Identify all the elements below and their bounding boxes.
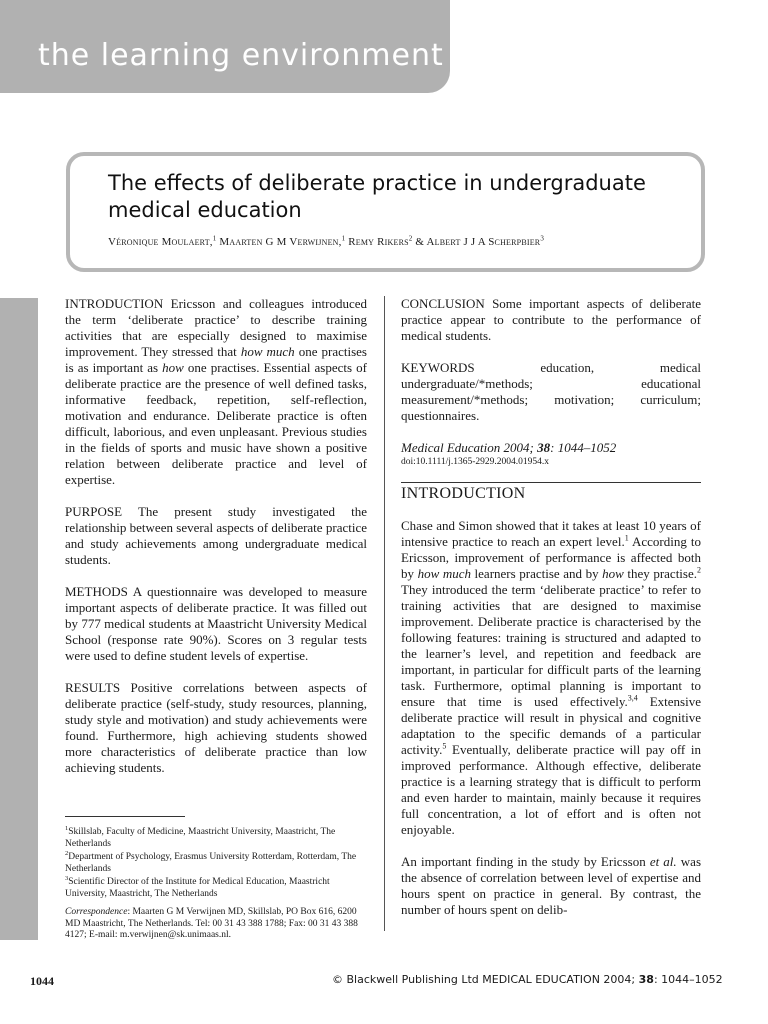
author-separator: & (415, 236, 425, 248)
body-text: An important finding in the study by Ericsson (401, 854, 650, 869)
body-text: Chase and Simon showed that it takes at least 10 years of intensive practice to reach an expert level. (401, 518, 701, 549)
emphasis-text: how (162, 360, 184, 375)
author-name: Remy Rikers (348, 236, 409, 248)
publisher-footer (332, 973, 723, 986)
emphasis-text: how much (240, 344, 295, 359)
abstract-text: Ericsson and colleagues introduced the term ‘deliberate practice’ to describe training activities that are especially designed to maximise improvement. They stressed that (65, 296, 367, 359)
citation-pages: : 1044–1052 (550, 440, 617, 455)
abstract-text: Some important aspects of deliberate practice appear to contribute to the performance of medical students. (401, 296, 701, 343)
abstract-label: RESULTS (65, 680, 121, 695)
side-margin-bar (0, 298, 38, 940)
affiliation-note (65, 874, 367, 900)
author-affiliation-mark: 3 (540, 234, 545, 243)
citation-journal: Medical Education 2004; (401, 440, 538, 455)
doi-text: doi:10.1111/j.1365-2929.2004.01954.x (401, 457, 550, 467)
page-number: 1044 (30, 974, 54, 988)
abstract-text: one practises. Essential aspects of deliberate practice are the presence of well defined tasks, informative feedback, repetition, self-reflection, motivation and endurance. Deliberate practice is often difficult, laborious, and even unpleasant. Previous studies in the fields of sports and music have shown a positive relation between deliberate practice and level of expertise. (65, 360, 367, 487)
abstract-results (65, 680, 367, 776)
abstract-text: The present study investigated the relationship between several aspects of deliberate practice and study achievements among undergraduate medical students. (65, 504, 367, 567)
title-box (66, 152, 705, 272)
section-header-tab (0, 0, 450, 93)
section-heading: INTRODUCTION (401, 485, 526, 502)
emphasis-text: et al. (649, 854, 677, 869)
abstract-text: education, medical undergraduate/*methods; educational measurement/*methods; motivation; curriculum; questionnaires. (401, 360, 701, 423)
author-list (108, 236, 544, 248)
body-text: was the absence of correlation between level of expertise and hours spent on practice in general. By contrast, the number of hours spent on delib- (401, 854, 702, 917)
footer-pages: : 1044–1052 (653, 973, 723, 986)
citation-mark: 5 (442, 741, 447, 751)
emphasis-text: how (602, 566, 624, 581)
body-text: They introduced the term ‘deliberate practice’ to refer to training activities that are designed to maximise improvement. Deliberate practice is characterised by the following features: training is structured and adapted to the learner’s level, and repetition and feedback are important, in particular for difficult parts of the learning task. Furthermore, optimal planning is important to ensure that time is used effectively. (401, 582, 701, 709)
abstract-introduction (65, 296, 367, 488)
citation-mark: 1 (624, 533, 629, 543)
author-affiliation-mark: 2 (408, 234, 413, 243)
body-text: they practise. (623, 566, 697, 581)
abstract-right-column (401, 296, 701, 468)
section-heading-rule (401, 482, 701, 483)
publisher-text: © Blackwell Publishing Ltd MEDICAL EDUCATION 2004; (332, 973, 639, 986)
affiliation-mark: 2 (65, 849, 69, 857)
citation-mark: 2 (697, 565, 701, 575)
affiliation-text: Scientific Director of the Institute for Medical Education, Maastricht University, Maastricht, The Netherlands (65, 877, 330, 899)
abstract-label: METHODS (65, 584, 128, 599)
affiliation-text: Skillslab, Faculty of Medicine, Maastricht University, Maastricht, The Netherlands (65, 827, 336, 849)
affiliation-text: Department of Psychology, Erasmus University Rotterdam, Rotterdam, The Netherlands (65, 852, 357, 874)
abstract-text: one practises is as important as (65, 344, 367, 375)
author-affiliation-mark: 1 (212, 234, 217, 243)
footnote-rule (65, 816, 185, 817)
author-name: Véronique Moulaert, (108, 236, 213, 248)
abstract-label: KEYWORDS (401, 360, 475, 375)
abstract-label: PURPOSE (65, 504, 123, 519)
body-text: Extensive deliberate practice will result in physical and cognitive adaptation to the specific demands of a particular activity. (401, 694, 701, 757)
footer-volume: 38 (638, 973, 654, 986)
affiliation-mark: 1 (65, 824, 69, 832)
column-divider (384, 296, 385, 931)
abstract-label: INTRODUCTION (65, 296, 164, 311)
abstract-label: CONCLUSION (401, 296, 485, 311)
emphasis-text: how much (417, 566, 471, 581)
correspondence-label: Correspondence (65, 907, 128, 917)
body-paragraph (401, 518, 701, 838)
body-text: learners practise and by (470, 566, 603, 581)
section-tab-label: the learning environment (38, 38, 444, 73)
body-paragraph (401, 854, 701, 918)
affiliation-footnotes (65, 824, 367, 944)
journal-citation (401, 440, 701, 456)
abstract-methods (65, 584, 367, 664)
author-name: Albert J J A Scherpbier (426, 236, 541, 248)
abstract-text: Positive correlations between aspects of deliberate practice (self-study, study resources, planning, study style and motivation) and study achievements were found. Furthermore, high achieving students showed more characteristics of deliberate practice than low achieving students. (65, 680, 367, 775)
affiliation-note (65, 849, 367, 875)
citation-mark: 3,4 (627, 693, 638, 703)
abstract-text: A questionnaire was developed to measure important aspects of deliberate practice. It was filled out by 777 medical students at Maastricht University Medical School (response rate 90%). Scores on 3 regular tests were used to define student levels of expertise. (65, 584, 367, 663)
affiliation-note (65, 824, 367, 850)
correspondence-note (65, 907, 367, 942)
abstract-conclusion (401, 296, 701, 344)
body-column (401, 518, 701, 934)
body-text: Eventually, deliberate practice will pay off in improved performance. Although effective, deliberate practice is a learning strategy that is difficult to perform and even harder to maintain, mainly because it requires full concentration, a lot of effort and is often not enjoyable. (401, 742, 701, 837)
abstract-keywords (401, 360, 701, 424)
affiliation-mark: 3 (65, 874, 69, 882)
abstract-left-column (65, 296, 367, 792)
citation-volume: 38 (537, 440, 551, 455)
abstract-purpose (65, 504, 367, 568)
author-name: Maarten G M Verwijnen, (219, 236, 342, 248)
correspondence-text: : Maarten G M Verwijnen MD, Skillslab, PO Box 616, 6200 MD Maastricht, The Netherlands. Tel: 00 31 43 388 1788; Fax: 00 31 43 388 4127; E-mail: m.verwijnen@sk.unimaas.nl. (65, 907, 358, 940)
body-text: According to Ericsson, improvement of performance is affected both by (401, 534, 702, 581)
author-affiliation-mark: 1 (341, 234, 346, 243)
article-title: The effects of deliberate practice in undergraduate medical education (108, 171, 646, 222)
